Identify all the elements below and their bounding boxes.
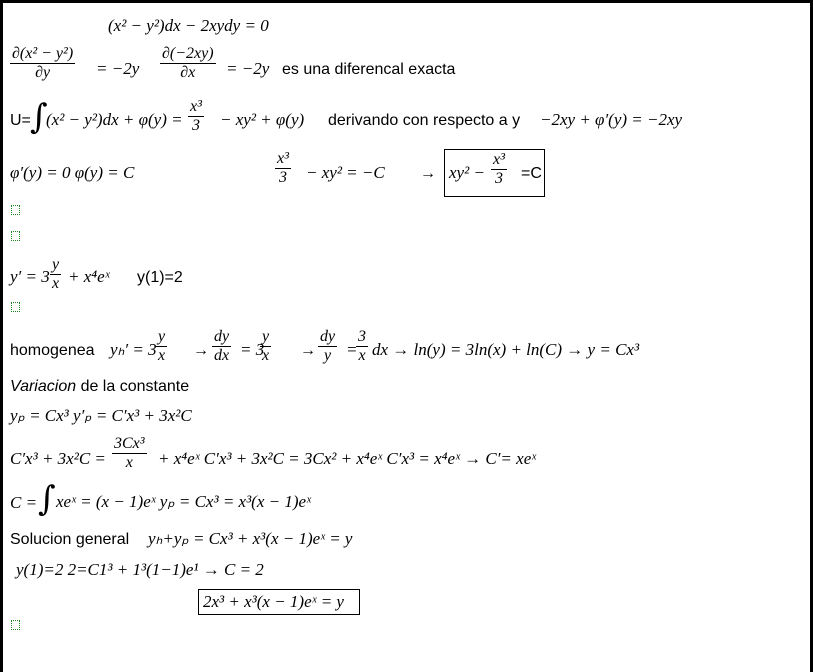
window-left-border bbox=[0, 0, 3, 672]
final-answer: 2x³ + x³(x − 1)eˣ = y bbox=[203, 592, 344, 611]
partial-derivative-1[interactable] bbox=[10, 45, 75, 82]
ode-rest: + x⁴eˣ bbox=[68, 267, 110, 286]
arrow-icon: → bbox=[420, 165, 436, 182]
fraction-denominator: 3 bbox=[191, 117, 200, 134]
box-right: =C bbox=[521, 165, 542, 182]
fraction-numerator: y bbox=[158, 328, 166, 345]
fraction-numerator: 3 bbox=[358, 328, 366, 345]
homog-fraction-2 bbox=[212, 328, 231, 365]
integral-sign-icon: ∫ bbox=[38, 479, 56, 519]
fraction-numerator: y bbox=[262, 328, 270, 345]
derivative-note: derivando con respecto a y bbox=[328, 112, 521, 129]
fraction-denominator: x bbox=[158, 347, 166, 364]
equation-1[interactable]: (x² − y²)dx − 2xydy = 0 bbox=[108, 16, 269, 35]
homogeneous-eq[interactable]: yₕ′ = 3 bbox=[110, 340, 157, 359]
fraction-numerator: dy bbox=[214, 328, 230, 345]
box-left: xy² − bbox=[449, 163, 485, 182]
ode-lhs[interactable]: y′ = 3 bbox=[10, 267, 50, 286]
u-fraction bbox=[188, 98, 204, 135]
fraction-denominator: y bbox=[324, 347, 332, 364]
empty-region-marker[interactable] bbox=[11, 620, 20, 630]
fraction-denominator: 3 bbox=[494, 170, 503, 187]
fraction-denominator: ∂x bbox=[180, 64, 196, 81]
fraction-denominator: x bbox=[358, 347, 366, 364]
exact-note: es una diferencal exacta bbox=[282, 61, 456, 78]
variation-italic: Variacion bbox=[10, 378, 77, 395]
fraction-numerator: y bbox=[52, 256, 60, 273]
c-integral-prefix: C = bbox=[10, 493, 38, 512]
homog-eq-2: = 3 bbox=[240, 340, 265, 359]
substitution-rest: + x⁴eˣ C′x³ + 3x²C = 3Cx² + x⁴eˣ C′x³ = x⁴eˣ → C′= xeˣ bbox=[158, 449, 537, 468]
u-rest: − xy² + φ(y) bbox=[220, 110, 305, 129]
fraction-denominator: ∂y bbox=[35, 64, 51, 81]
general-solution[interactable]: yₕ+yₚ = Cx³ + x³(x − 1)eˣ = y bbox=[148, 529, 353, 548]
empty-region-marker[interactable] bbox=[11, 205, 20, 215]
substitution-lhs[interactable]: C′x³ + 3x²C = bbox=[10, 449, 106, 468]
fraction-denominator: x bbox=[125, 454, 133, 471]
homog-solution: dx → ln(y) = 3ln(x) + ln(C) → y = Cx³ bbox=[372, 340, 640, 359]
u-prefix: U= bbox=[10, 112, 31, 129]
fraction-numerator: ∂(−2xy) bbox=[162, 45, 214, 62]
box-fraction bbox=[491, 151, 507, 188]
fraction-denominator: dx bbox=[214, 347, 230, 364]
potential-rest: − xy² = −C bbox=[306, 163, 385, 182]
homog-fraction-5 bbox=[356, 328, 368, 365]
window-top-border bbox=[0, 0, 813, 3]
fraction-denominator: x bbox=[52, 275, 60, 292]
fraction-numerator: dy bbox=[320, 328, 336, 345]
integrand[interactable]: (x² − y²)dx + φ(y) = bbox=[46, 110, 183, 129]
homog-fraction-3 bbox=[260, 328, 271, 365]
partial-derivative-2[interactable] bbox=[160, 45, 216, 82]
fraction-numerator: x³ bbox=[493, 151, 505, 168]
fraction-numerator: 3Cx³ bbox=[114, 435, 145, 452]
fraction-denominator: x bbox=[262, 347, 270, 364]
partial-result-2: = −2y bbox=[226, 59, 270, 78]
empty-region-marker[interactable] bbox=[11, 231, 20, 241]
derivative-result[interactable]: −2xy + φ′(y) = −2xy bbox=[540, 110, 683, 129]
fraction-numerator: ∂(x² − y²) bbox=[12, 45, 74, 62]
integral-sign-icon: ∫ bbox=[30, 97, 48, 137]
homog-eq-3: = bbox=[346, 340, 358, 359]
substitution-fraction bbox=[112, 435, 147, 472]
fraction-numerator: x³ bbox=[277, 150, 289, 167]
initial-condition: y(1)=2 bbox=[137, 269, 183, 286]
arrow-icon: → bbox=[300, 342, 316, 359]
potential-fraction bbox=[275, 150, 291, 187]
arrow-icon: → bbox=[193, 342, 209, 359]
homog-fraction-4 bbox=[318, 328, 337, 365]
particular-solution[interactable]: yₚ = Cx³ y′ₚ = C′x³ + 3x²C bbox=[10, 406, 192, 425]
fraction-denominator: 3 bbox=[278, 169, 287, 186]
boxed-solution-1[interactable] bbox=[444, 149, 545, 197]
homogeneous-label: homogenea bbox=[10, 342, 95, 359]
partial-result-1: = −2y bbox=[96, 59, 140, 78]
variation-rest: de la constante bbox=[80, 378, 190, 395]
final-answer-box[interactable] bbox=[198, 589, 360, 615]
fraction-numerator: x³ bbox=[190, 98, 202, 115]
homog-fraction-1 bbox=[156, 328, 167, 365]
variation-heading bbox=[10, 377, 189, 397]
initial-value-step[interactable]: y(1)=2 2=C1³ + 1³(1−1)e¹ → C = 2 bbox=[16, 560, 264, 579]
general-solution-label: Solucion general bbox=[10, 531, 130, 548]
empty-region-marker[interactable] bbox=[11, 302, 20, 312]
phi-equations[interactable]: φ′(y) = 0 φ(y) = C bbox=[10, 163, 135, 182]
ode-fraction bbox=[50, 256, 61, 293]
c-integral-result[interactable]: xeˣ = (x − 1)eˣ yₚ = Cx³ = x³(x − 1)eˣ bbox=[56, 492, 311, 511]
